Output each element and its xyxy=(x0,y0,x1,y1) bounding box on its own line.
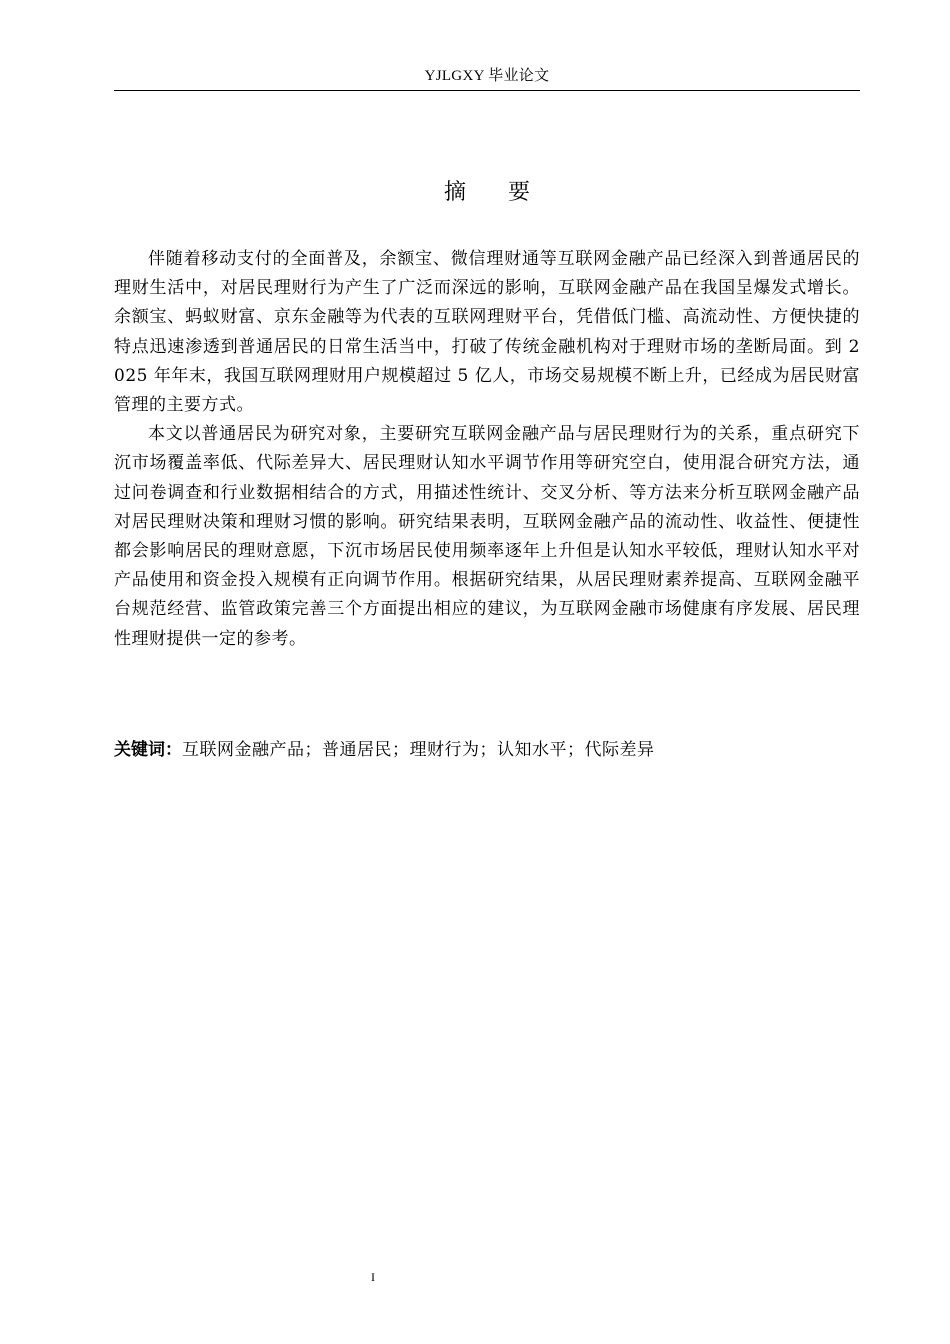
header-rule xyxy=(114,90,860,91)
abstract-paragraph-2: 本文以普通居民为研究对象，主要研究互联网金融产品与居民理财行为的关系，重点研究下沉市场覆盖率低、代际差异大、居民理财认知水平调节作用等研究空白，使用混合研究方法，通过问卷调查和行业数据相结合的方式，用描述性统计、交叉分析、等方法来分析互联网金融产品对居民理财决策和理财习惯的影响。研究结果表明，互联网金融产品的流动性、收益性、便捷性都会影响居民的理财意愿，下沉市场居民使用频率逐年上升但是认知水平较低，理财认知水平对产品使用和资金投入规模有正向调节作用。根据研究结果，从居民理财素养提高、互联网金融平台规范经营、监管政策完善三个方面提出相应的建议，为互联网金融市场健康有序发展、居民理性理财提供一定的参考。 xyxy=(114,424,860,649)
keywords-line xyxy=(114,736,860,765)
running-header: YJLGXY 毕业论文 xyxy=(424,68,550,84)
keywords-label: 关键词： xyxy=(114,740,182,760)
keywords-text: 互联网金融产品；普通居民；理财行为；认知水平；代际差异 xyxy=(182,740,655,760)
abstract-title-char-2: 要 xyxy=(508,180,531,205)
abstract-body xyxy=(114,245,860,654)
page-number: I xyxy=(371,1270,375,1284)
abstract-title xyxy=(114,177,860,209)
abstract-paragraph-1: 伴随着移动支付的全面普及，余额宝、微信理财通等互联网金融产品已经深入到普通居民的理财生活中，对居民理财行为产生了广泛而深远的影响，互联网金融产品在我国呈爆发式增长。余额宝、蚂蚁财富、京东金融等为代表的互联网理财平台，凭借低门槛、高流动性、方便快捷的特点迅速渗透到普通居民的日常生活当中，打破了传统金融机构对于理财市场的垄断局面。到 2025 年年末，我国互联网理财用户规模超过 5 亿人，市场交易规模不断上升，已经成为居民财富管理的主要方式。 xyxy=(114,249,860,416)
abstract-title-char-1: 摘 xyxy=(443,180,466,205)
